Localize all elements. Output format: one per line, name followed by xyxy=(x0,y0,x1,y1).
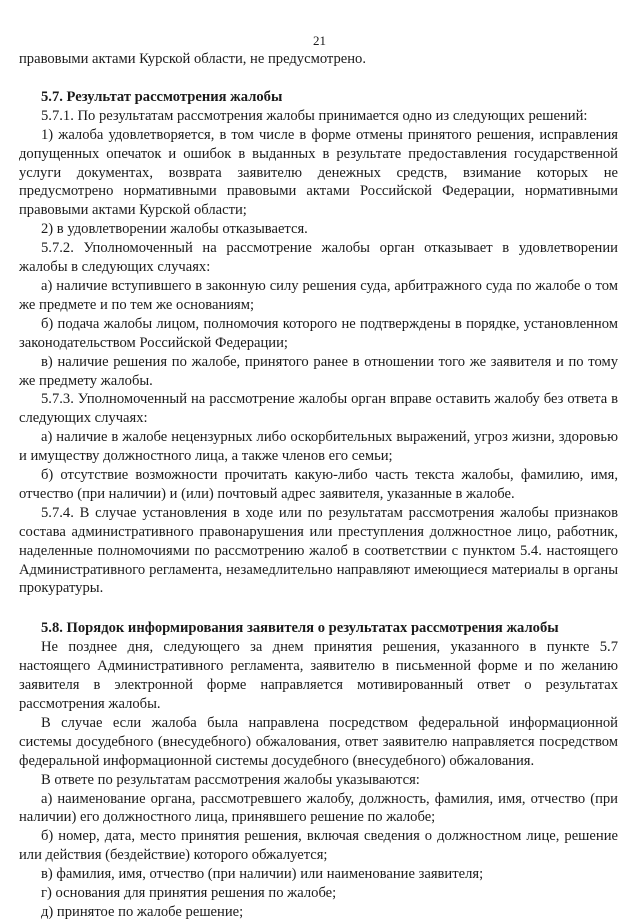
list-item: 1) жалоба удовлетворяется, в том числе в форме отмены принятого решения, исправления допущенных опечаток и ошибок в выданных в результате предоставления государственной услуги документах, возврата заявителю денежных средств, взимание которых не предусмотрено нормативными правовыми актами Российской Федерации, нормативными правовыми актами Курской области; xyxy=(19,126,618,219)
paragraph-5-7-4: 5.7.4. В случае установления в ходе или по результатам рассмотрения жалобы признаков состава административного правонарушения или преступления должностное лицо, работник, наделенные полномочиями по рассмотрению жалоб в соответствии с пунктом 5.4. настоящего Административного регламента, незамедлительно направляют имеющиеся материалы в органы прокуратуры. xyxy=(19,504,618,597)
list-item: г) основания для принятия решения по жалобе; xyxy=(41,885,337,902)
list-item: б) подача жалобы лицом, полномочия которого не подтверждены в порядке, установленном законодательством Российской Федерации; xyxy=(19,315,618,351)
paragraph: правовыми актами Курской области, не предусмотрено. xyxy=(19,51,367,67)
page-number: 21 xyxy=(313,33,326,48)
list-item: 2) в удовлетворении жалобы отказывается. xyxy=(41,221,308,238)
list-item: в) наличие решения по жалобе, принятого ранее в отношении того же заявителя и по тому же предмету жалобы. xyxy=(19,353,618,389)
paragraph-5-7-2: 5.7.2. Уполномоченный на рассмотрение жалобы орган отказывает в удовлетворении жалобы в следующих случаях: xyxy=(19,240,618,276)
list-item: в) фамилия, имя, отчество (при наличии) или наименование заявителя; xyxy=(41,866,484,883)
paragraph: В случае если жалоба была направлена посредством федеральной информационной системы досудебного (внесудебного) обжалования, ответ заявителю направляется посредством федеральной информационной системы досудебного (внесудебного) обжалования. xyxy=(19,714,618,769)
paragraph: Не позднее дня, следующего за днем принятия решения, указанного в пункте 5.7 настоящего Административного регламента, заявителю в письменной форме и по желанию заявителя в электронной форме направляется мотивированный ответ о результатах рассмотрения жалобы. xyxy=(19,639,618,712)
section-heading-5-7: 5.7. Результат рассмотрения жалобы xyxy=(41,88,283,105)
list-item: а) наименование органа, рассмотревшего жалобу, должность, фамилия, имя, отчество (при наличии) его должностного лица, принявшего решение по жалобе; xyxy=(19,790,618,826)
document-body xyxy=(19,50,618,922)
paragraph: В ответе по результатам рассмотрения жалобы указываются: xyxy=(41,771,420,788)
paragraph-5-7-3: 5.7.3. Уполномоченный на рассмотрение жалобы орган вправе оставить жалобу без ответа в следующих случаях: xyxy=(19,391,618,427)
paragraph-5-7-1: 5.7.1. По результатам рассмотрения жалобы принимается одно из следующих решений: xyxy=(41,107,588,124)
list-item: д) принятое по жалобе решение; xyxy=(41,903,244,920)
list-item: б) отсутствие возможности прочитать какую-либо часть текста жалобы, фамилию, имя, отчество (при наличии) и (или) почтовый адрес заявителя, указанные в жалобе. xyxy=(19,467,618,502)
section-heading-5-8: 5.8. Порядок информирования заявителя о результатах рассмотрения жалобы xyxy=(41,620,559,637)
list-item: а) наличие в жалобе нецензурных либо оскорбительных выражений, угроз жизни, здоровью и имуществу должностного лица, а также членов его семьи; xyxy=(19,429,618,465)
list-item: а) наличие вступившего в законную силу решения суда, арбитражного суда по жалобе о том же предмете и по тем же основаниям; xyxy=(19,277,618,313)
list-item: б) номер, дата, место принятия решения, включая сведения о должностном лице, решение или действия (бездействие) которого обжалуется; xyxy=(19,828,618,864)
